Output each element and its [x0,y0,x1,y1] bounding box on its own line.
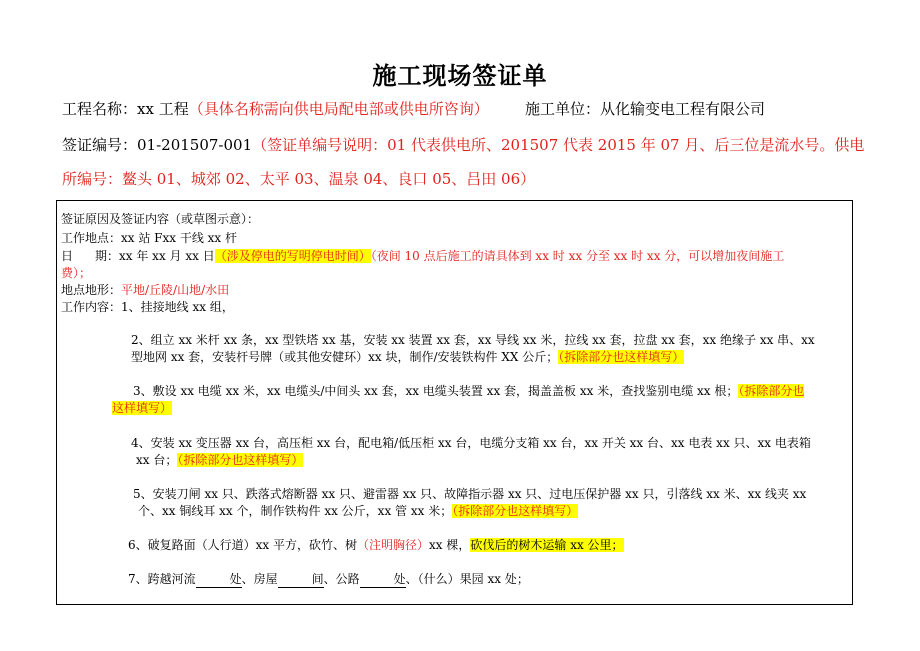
work-item-4-continued: xx 台；（拆除部分也这样填写） [136,453,304,467]
visa-code-row [62,134,864,155]
work-item-2-continued: 型地网 xx 套，安装杆号牌（或其他安健环）xx 块，制作/安装铁构件 XX 公斤；（拆除部分也这样填写） [131,350,685,364]
page-title: 施工现场签证单 [372,61,548,90]
project-name-row [62,98,489,119]
work-content-row [61,299,234,315]
construction-unit-label: 施工单位： [525,100,601,118]
river-blank: 处 [196,571,242,588]
work-item-2: 2、组立 xx 米杆 xx 条，xx 型铁塔 xx 基，安装 xx 装置 xx 套，xx 导线 xx 米，拉线 xx 套，拉盘 xx 套，xx 绝缘子 xx 串、xx [131,333,815,347]
date-label: 日 [61,249,74,263]
date-night-note: （夜间 10 点后施工的请具体到 xx 时 xx 分至 xx 时 xx 分，可以增加夜间施工 [370,249,785,263]
item-2-removal-note: （拆除部分也这样填写） [558,350,685,364]
item-3-removal-note-continued: 这样填写） [112,401,173,415]
item-4-removal-note: （拆除部分也这样填写） [177,453,304,467]
item-3-removal-note: （拆除部分也 [738,384,805,398]
project-name-label: 工程名称： [62,100,138,118]
visa-code-value: 01-201507-001 [137,136,253,154]
house-blank: 间 [278,571,324,588]
item-6-diameter-note: （注明胸径） [357,538,430,552]
road-blank: 处 [360,571,406,588]
work-item-3-continued [112,400,172,416]
work-item-4: 4、安装 xx 变压器 xx 台，高压柜 xx 台，配电箱/低压柜 xx 台，电缆分支箱 xx 台，xx 开关 xx 台、xx 电表 xx 只、xx 电表箱 [131,436,811,450]
visa-code-note-continued: 所编号：鳌头 01、城郊 02、太平 03、温泉 04、良口 05、吕田 06） [62,170,536,188]
work-location: 工作地点：xx 站 Fxx 干线 xx 杆 [61,231,238,245]
work-item-5: 5、安装刀闸 xx 只、跌落式熔断器 xx 只、避雷器 xx 只、故障指示器 xx 只、过电压保护器 xx 只，引落线 xx 米、xx 线夹 xx [133,487,807,501]
visa-code-label: 签证编号： [62,136,138,154]
construction-unit-row [525,98,765,119]
item-6-transport-note: 砍伐后的树木运输 xx 公里； [470,538,624,552]
project-name-note: （具体名称需向供电局配电部或供电所咨询） [188,100,489,118]
item-5-removal-note: （拆除部分也这样填写） [452,504,579,518]
work-content-label: 工作内容： [61,300,122,314]
terrain-label: 地点地形： [61,283,122,297]
work-item-1: 1、挂接地线 xx 组， [121,300,234,314]
work-item-7: 7、跨越河流 处、房屋 间、公路 处、（什么）果园 xx 处； [128,572,529,586]
visa-content-box [56,200,853,605]
date-value: 期：xx 年 xx 月 xx 日 [95,249,215,263]
construction-unit-value: 从化输变电工程有限公司 [600,100,766,118]
terrain-row [61,282,229,298]
terrain-value: 平地/丘陵/山地/水田 [121,283,230,297]
project-name-value: xx 工程 [137,100,189,118]
date-night-note-continued: 费）； [61,266,92,280]
reason-label: 签证原因及签证内容（或草图示意）： [61,212,260,226]
work-item-6: 6、破复路面（人行道）xx 平方，砍竹、树（注明胸径）xx 棵，砍伐后的树木运输 xx 公里； [128,538,624,552]
date-outage-note: （涉及停电的写明停电时间） [214,249,371,263]
work-item-3: 3、敷设 xx 电缆 xx 米，xx 电缆头/中间头 xx 套，xx 电缆头装置 xx 套，揭盖盖板 xx 米，查找鉴别电缆 xx 根；（拆除部分也 [133,384,805,398]
work-item-5-continued: 个、xx 铜线耳 xx 个，制作铁构件 xx 公斤，xx 管 xx 米；（拆除部分也这样填写） [138,504,579,518]
visa-code-note: （签证单编号说明：01 代表供电所、201507 代表 2015 年 07 月、后三位是流水号。供电 [252,136,865,154]
date-row [61,248,784,264]
